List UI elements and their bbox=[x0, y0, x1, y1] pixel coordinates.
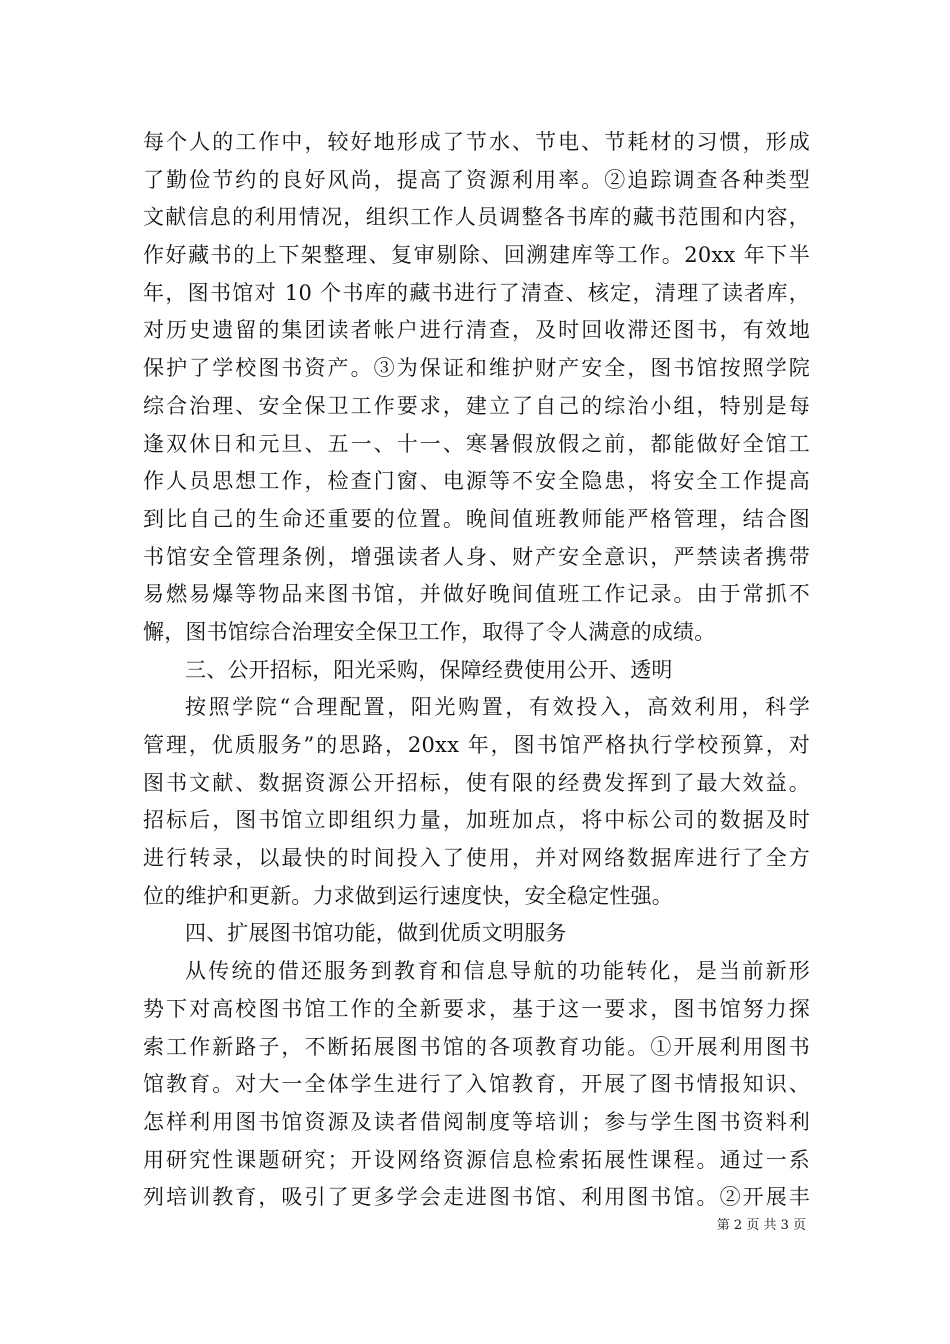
body-text-line: 用研究性课题研究；开设网络资源信息检索拓展性课程。通过一系 bbox=[143, 1147, 810, 1172]
body-text-line: 文献信息的利用情况，组织工作人员调整各书库的藏书范围和内容， bbox=[143, 205, 810, 230]
body-text-line: 到比自己的生命还重要的位置。晚间值班教师能严格管理，结合图 bbox=[143, 506, 810, 531]
body-text-line: 作人员思想工作，检查门窗、电源等不安全隐患，将安全工作提高 bbox=[143, 469, 810, 494]
body-text-line: 了勤俭节约的良好风尚，提高了资源利用率。②追踪调查各种类型 bbox=[143, 167, 810, 192]
section-heading: 三、公开招标，阳光采购，保障经费使用公开、透明 bbox=[185, 657, 673, 682]
body-text-line: 势下对高校图书馆工作的全新要求，基于这一要求，图书馆努力探 bbox=[143, 996, 810, 1021]
body-text-line: 怎样利用图书馆资源及读者借阅制度等培训；参与学生图书资料利 bbox=[143, 1109, 810, 1134]
body-text-line: 招标后，图书馆立即组织力量，加班加点，将中标公司的数据及时 bbox=[143, 808, 810, 833]
body-text-line: 年，图书馆对 10 个书库的藏书进行了清查、核定，清理了读者库， bbox=[143, 280, 810, 305]
page-number: 第 2 页 共 3 页 bbox=[716, 1218, 806, 1233]
body-text-line: 逢双休日和元旦、五一、十一、寒暑假放假之前，都能做好全馆工 bbox=[143, 431, 810, 456]
body-text-line: 作好藏书的上下架整理、复审剔除、回溯建库等工作。20xx 年下半 bbox=[143, 243, 810, 268]
body-text-line: 保护了学校图书资产。③为保证和维护财产安全，图书馆按照学院 bbox=[143, 356, 810, 381]
body-text-line: 每个人的工作中，较好地形成了节水、节电、节耗材的习惯，形成 bbox=[143, 130, 810, 154]
document-body bbox=[143, 124, 810, 1217]
body-text-line: 索工作新路子，不断拓展图书馆的各项教育功能。①开展利用图书 bbox=[143, 1034, 810, 1059]
body-text-line: 书馆安全管理条例，增强读者人身、财产安全意识，严禁读者携带 bbox=[143, 544, 810, 569]
body-text-line: 按照学院“合理配置，阳光购置，有效投入，高效利用，科学 bbox=[185, 695, 810, 720]
body-text-line: 懈，图书馆综合治理安全保卫工作，取得了令人满意的成绩。 bbox=[143, 619, 716, 644]
body-text-line: 从传统的借还服务到教育和信息导航的功能转化，是当前新形 bbox=[185, 959, 810, 984]
body-text-line: 易燃易爆等物品来图书馆，并做好晚间值班工作记录。由于常抓不 bbox=[143, 582, 810, 607]
body-text-line: 对历史遗留的集团读者帐户进行清查，及时回收滞还图书，有效地 bbox=[143, 318, 810, 343]
body-text-line: 综合治理、安全保卫工作要求，建立了自己的综治小组，特别是每 bbox=[143, 393, 810, 418]
body-text-line: 列培训教育，吸引了更多学会走进图书馆、利用图书馆。②开展丰 bbox=[143, 1185, 810, 1210]
body-text-line: 进行转录，以最快的时间投入了使用，并对网络数据库进行了全方 bbox=[143, 846, 810, 871]
body-text-line: 位的维护和更新。力求做到运行速度快，安全稳定性强。 bbox=[143, 883, 673, 908]
section-heading: 四、扩展图书馆功能，做到优质文明服务 bbox=[185, 921, 567, 946]
body-text-line: 图书文献、数据资源公开招标，使有限的经费发挥到了最大效益。 bbox=[143, 770, 810, 795]
body-text-line: 馆教育。对大一全体学生进行了入馆教育，开展了图书情报知识、 bbox=[143, 1072, 810, 1097]
body-text-line: 管理，优质服务”的思路，20xx 年，图书馆严格执行学校预算，对 bbox=[143, 733, 810, 757]
